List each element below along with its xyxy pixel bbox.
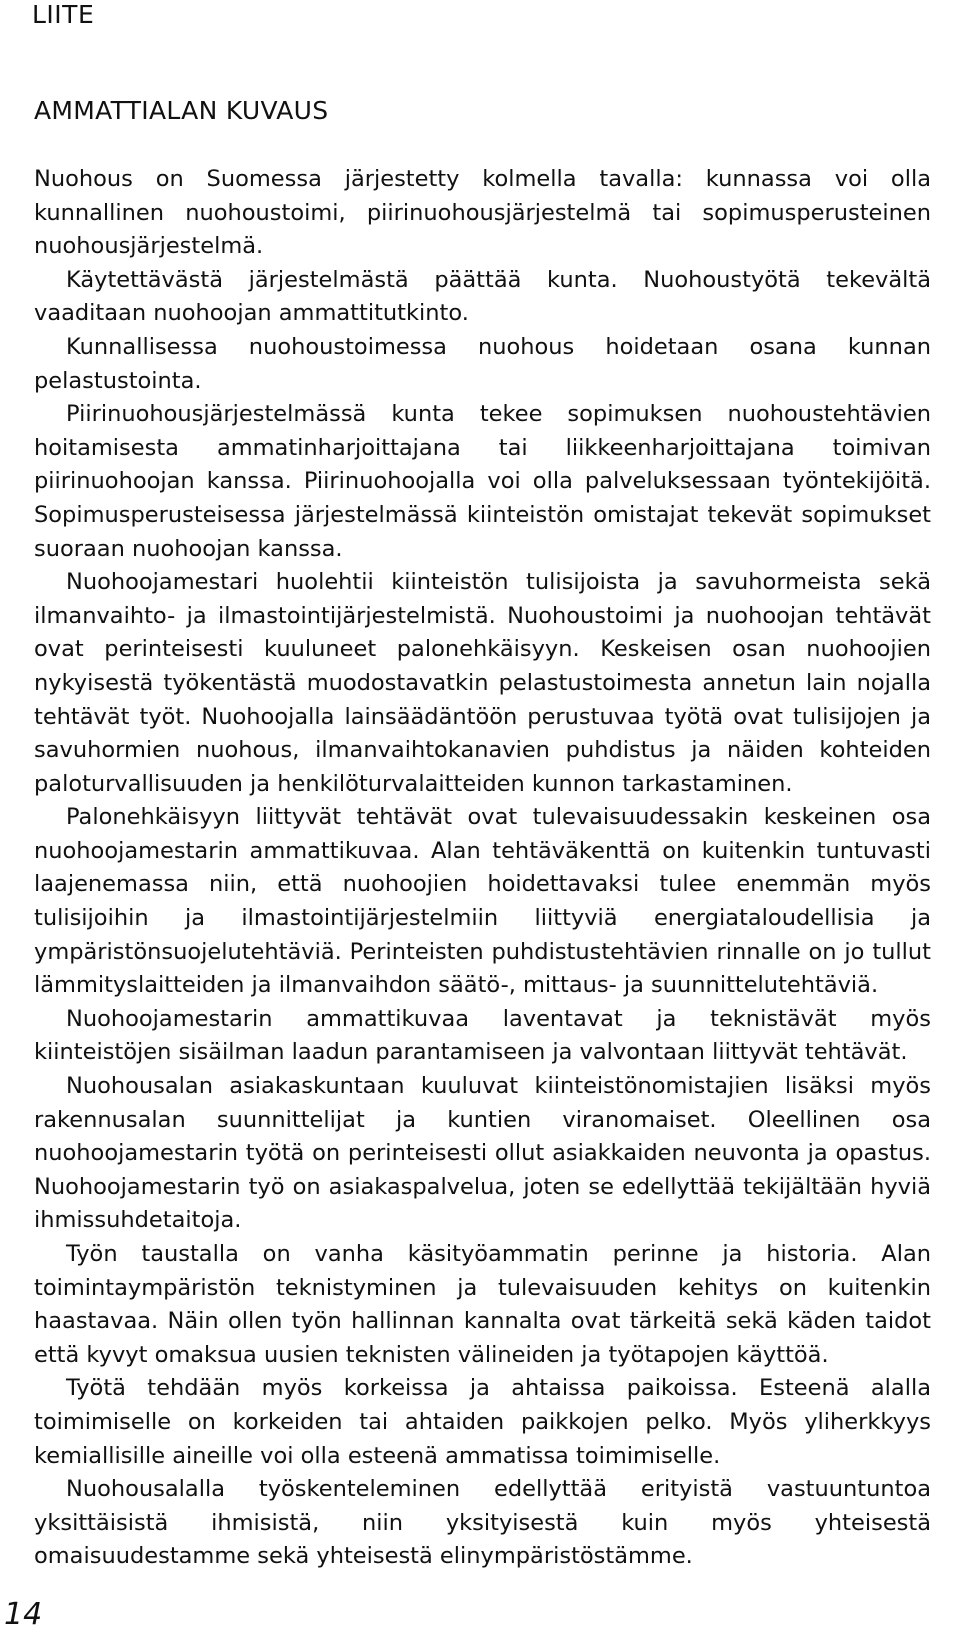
page-number: 14 [4,1597,43,1632]
body-text [34,163,931,1574]
section-title: AMMATTIALAN KUVAUS [34,96,329,125]
paragraph: Palonehkäisyyn liittyvät tehtävät ovat tulevaisuudessakin keskeinen osa nuohoojamestarin ammattikuvaa. Alan tehtäväkenttä on kuitenkin tuntuvasti laajenemassa niin, että nuohoojien hoidettavaksi tulee enemmän myös tulisijoihin ja ilmastointijärjestelmiin liittyviä energiataloudellisia ja ympäristönsuojelutehtäviä. Perinteisten puhdistustehtävien rinnalle on jo tullut lämmityslaitteiden ja ilmanvaihdon säätö-, mittaus- ja suunnittelutehtäviä. [34,804,931,999]
paragraph: Nuohoojamestari huolehtii kiinteistön tulisijoista ja savuhormeista sekä ilmanvaihto- ja ilmastointijärjestelmistä. Nuohoustoimi ja nuohoojan tehtävät ovat perinteisesti kuuluneet palonehkäisyyn. Keskeisen osan nuohoojien nykyisestä työkentästä muodostavatkin pelastustoimesta annetun lain nojalla tehtävät työt. Nuohoojalla lainsäädäntöön perustuvaa työtä ovat tulisijojen ja savuhormien nuohous, ilmanvaihtokanavien puhdistus ja näiden kohteiden paloturvallisuuden ja henkilöturvalaitteiden kunnon tarkastaminen. [34,569,931,797]
paragraph: Käytettävästä järjestelmästä päättää kunta. Nuohoustyötä tekevältä vaaditaan nuohoojan ammattitutkinto. [34,266,931,327]
paragraph: Nuohousalan asiakaskuntaan kuuluvat kiinteistönomistajien lisäksi myös rakennusalan suunnittelijat ja kuntien viranomaiset. Oleellinen osa nuohoojamestarin työtä on perinteisesti ollut asiakkaiden neuvonta ja opastus. Nuohoojamestarin työ on asiakaspalvelua, joten se edellyttää tekijältään hyviä ihmissuhdetaitoja. [34,1073,931,1234]
paragraph: Nuohoojamestarin ammattikuvaa laventavat ja teknistävät myös kiinteistöjen sisäilman laadun parantamiseen ja valvontaan liittyvät tehtävät. [34,1005,931,1066]
appendix-header: LIITE [32,0,95,29]
paragraph: Nuohous on Suomessa järjestetty kolmella tavalla: kunnassa voi olla kunnallinen nuohoustoimi, piirinuohousjärjestelmä tai sopimusperusteinen nuohousjärjestelmä. [34,166,931,260]
paragraph: Työtä tehdään myös korkeissa ja ahtaissa paikoissa. Esteenä alalla toimimiselle on korkeiden tai ahtaiden paikkojen pelko. Myös yliherkkyys kemiallisille aineille voi olla esteenä ammatissa toimimiselle. [34,1375,931,1469]
paragraph: Nuohousalalla työskenteleminen edellyttää erityistä vastuuntuntoa yksittäisistä ihmisistä, niin yksityisestä kuin myös yhteisestä omaisuudestamme sekä yhteisestä elinympäristöstämme. [34,1476,931,1570]
paragraph: Työn taustalla on vanha käsityöammatin perinne ja historia. Alan toimintaympäristön teknistyminen ja tulevaisuuden kehitys on kuitenkin haastavaa. Näin ollen työn hallinnan kannalta ovat tärkeitä sekä käden taidot että kyvyt omaksua uusien teknisten välineiden ja työtapojen käyttöä. [34,1241,931,1368]
paragraph: Kunnallisessa nuohoustoimessa nuohous hoidetaan osana kunnan pelastustointa. [34,333,931,394]
paragraph: Piirinuohousjärjestelmässä kunta tekee sopimuksen nuohoustehtävien hoitamisesta ammatinharjoittajana tai liikkeenharjoittajana toimivan piirinuohoojan kanssa. Piirinuohoojalla voi olla palveluksessaan työntekijöitä. Sopimusperusteisessa järjestelmässä kiinteistön omistajat tekevät sopimukset suoraan nuohoojan kanssa. [34,401,931,562]
